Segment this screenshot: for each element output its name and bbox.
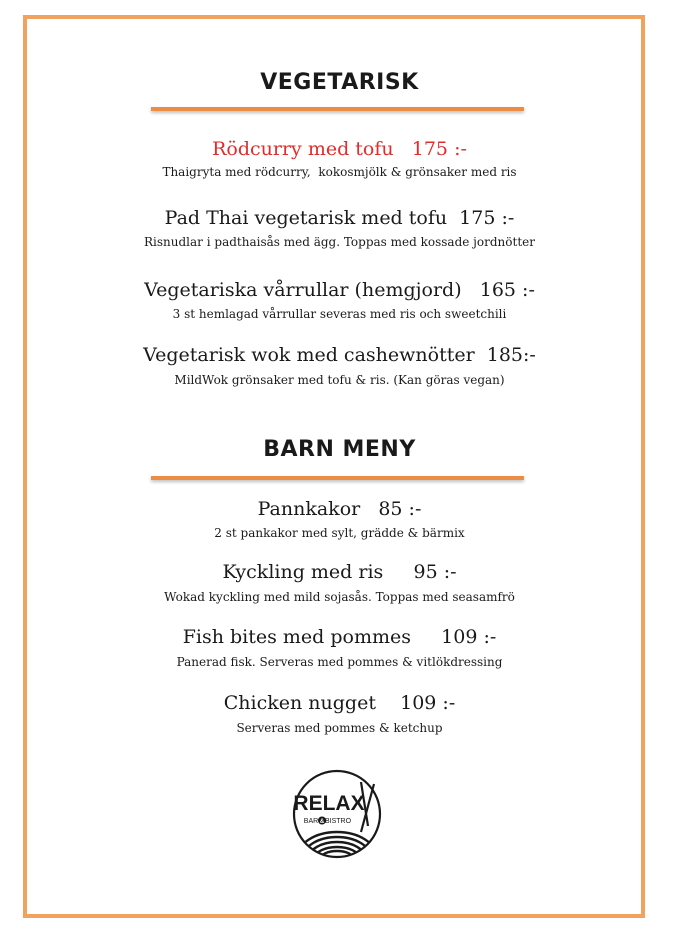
menu-item-description: Wokad kyckling med mild sojasås. Toppas med seasamfrö <box>164 590 515 604</box>
section-divider <box>151 107 524 111</box>
logo-subtitle-bistro: BISTRO <box>324 818 352 825</box>
menu-item-description: Panerad fisk. Serveras med pommes & vitlökdressing <box>176 655 503 669</box>
logo-subtitle-bar: BAR <box>303 818 319 825</box>
menu-item-description: 3 st hemlagad vårrullar severas med ris och sweetchili <box>172 307 507 321</box>
menu-item-name: Chicken nugget 109 :- <box>223 692 456 714</box>
section-title-vegetarisk: VEGETARISK <box>260 70 419 95</box>
section-divider <box>151 476 524 480</box>
menu-item-description: Thaigryta med rödcurry, kokosmjölk & grönsaker med ris <box>162 165 517 179</box>
menu-item-description: MildWok grönsaker med tofu & ris. (Kan göras vegan) <box>174 373 505 387</box>
menu-item-name: Vegetariska vårrullar (hemgjord) 165 :- <box>144 279 535 301</box>
menu-item-description: Serveras med pommes & ketchup <box>236 721 443 735</box>
menu-item-description: 2 st pankakor med sylt, grädde & bärmix <box>214 526 465 540</box>
menu-item-description: Risnudlar i padthaisås med ägg. Toppas med kossade jordnötter <box>144 235 535 249</box>
logo-ampersand: & <box>319 819 325 825</box>
menu-item-name: Pannkakor 85 :- <box>257 498 422 520</box>
menu-item-name: Vegetarisk wok med cashewnötter 185:- <box>143 344 536 366</box>
logo-wordmark: RELAX <box>293 792 365 815</box>
section-title-barn-meny: BARN MENY <box>263 437 416 462</box>
menu-item-name: Pad Thai vegetarisk med tofu 175 :- <box>164 207 515 229</box>
menu-item-name: Fish bites med pommes 109 :- <box>182 626 497 648</box>
menu-item-name: Rödcurry med tofu 175 :- <box>212 138 467 160</box>
relax-logo-icon <box>291 768 383 860</box>
menu-item-name: Kyckling med ris 95 :- <box>222 561 457 583</box>
